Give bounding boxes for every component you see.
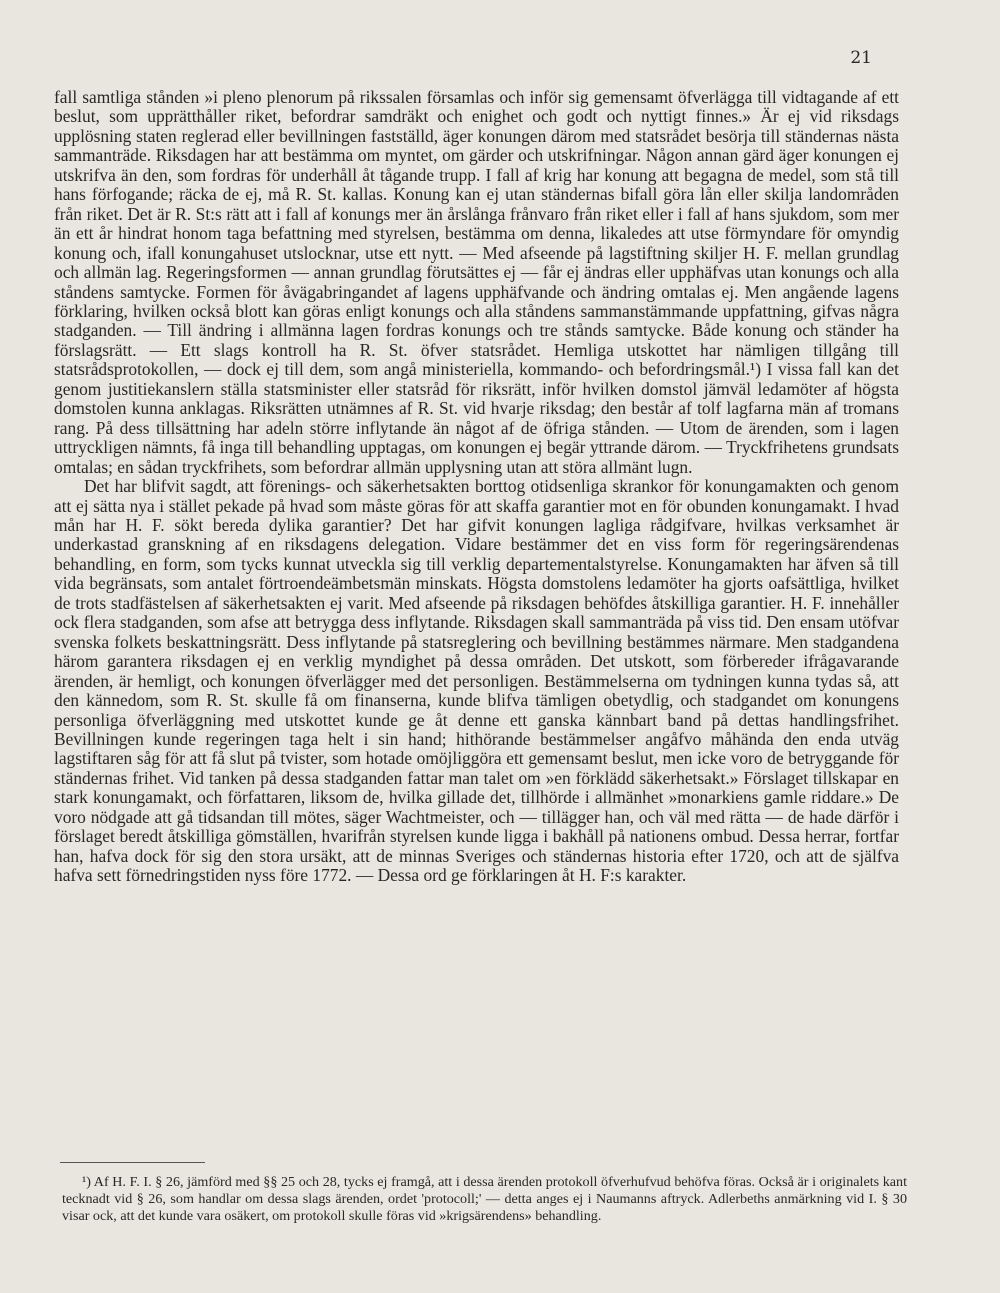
- page-number: 21: [850, 48, 872, 68]
- footnote: ¹) Af H. F. I. § 26, jämförd med §§ 25 och 28, tycks ej framgå, att i dessa ärenden protokoll öfverhufvud behöfva föras. Också är i originalets kant tecknadt vid § 26, som handlar om dessa slags ärenden, ordet 'protocoll;' — detta anges ej i Naumanns aftryck. Adlerbeths anmärkning vid I. § 30 visar ock, att det kunde vara osäkert, om protokoll skulle föras vid »krigsärendens» behandling.: [62, 1174, 907, 1224]
- body-text: [54, 88, 899, 886]
- footnote-divider: [60, 1162, 205, 1163]
- paragraph-1: fall samtliga stånden »i pleno plenorum på rikssalen församlas och inför sig gemensamt öfverlägga till vidtagande af ett beslut, som upprätthåller riket, befordrar samdräkt och enighet och godt och nyttigt finnes.» Är ej vid riksdags upplösning staten reglerad eller bevillningen fastställd, äger konungen därom med statsrådet besörja till ständernas nästa sammanträde. Riksdagen har att bestämma om myntet, om gärder och utskrifningar. Någon annan gärd äger konungen ej utskrifva än den, som fordras för underhåll åt tågande trupp. I fall af krig har konung att begagna de medel, som stå till hans förfogande; räcka de ej, må R. St. kallas. Konung kan ej utan ständernas bifall göra lån eller skilja landområden från riket. Det är R. St:s rätt att i fall af konungs mer än årslånga frånvaro från riket eller i fall af hans sjukdom, som mer än ett år hindrat honom taga befattning med styrelsen, bestämma om denna, likaledes att utse förmyndare för omyndig konung och, ifall konungahuset utslocknar, utse ett nytt. — Med afseende på lagstiftning skiljer H. F. mellan grundlag och allmän lag. Regeringsformen — annan grundlag förutsättes ej — får ej ändras eller upphäfvas utan konungs och alla ståndens samtycke. Formen för åvägabringandet af lagens upphäfvande och ändring omtalas ej. Men angående lagens förklaring, hvilken också blott kan göras enligt konungs och alla ståndens sammanstämmande uppfattning, gifvas några stadganden. — Till ändring i allmänna lagen fordras konungs och tre stånds samtycke. Både konung och ständer ha förslagsrätt. — Ett slags kontroll ha R. St. öfver statsrådet. Hemliga utskottet har nämligen tillgång till statsrådsprotokollen, — dock ej till dem, som angå ministeriella, kommando- och befordringsmål.¹) I vissa fall kan det genom justitiekanslern ställa statsminister eller statsråd för riksrätt, inför hvilken domstol jämväl ledamöter af högsta domstolen kunna anklagas. Riksrätten utnämnes af R. St. vid hvarje riksdag; den består af tolf lagfarna män af tromans rang. På dess tillsättning har adeln större inflytande än något af de öfriga stånden. — Utom de ärenden, som i lagen uttryckligen nämnts, få inga till behandling upptagas, om konungen ej begär yttrande därom. — Tryckfrihetens grundsats omtalas; en sådan tryckfrihets, som befordrar allmän upplysning utan att störa allmänt lugn.: [54, 87, 899, 477]
- paragraph-2: Det har blifvit sagdt, att förenings- och säkerhetsakten borttog otidsenliga skrankor för konungamakten och genom att ej sätta nya i stället pekade på hvad som måste göras för att skaffa garantier mot en för obunden konungamakt. I hvad mån har H. F. sökt bereda dylika garantier? Det har gifvit konungen lagliga rådgifvare, hvilkas verksamhet är underkastad granskning af en riksdagens delegation. Vidare bestämmer det en viss form för regeringsärendenas behandling, en form, som tycks kunnat utveckla sig till verklig departementalstyrelse. Konungamakten har äfven så till vida begränsats, som antalet förtroendeämbetsmän minskats. Högsta domstolens ledamöter ha gjorts oafsättliga, hvilket de trots stadfästelsen af säkerhetsakten ej varit. Med afseende på riksdagen behöfdes åtskilliga garantier. H. F. innehåller ock flera stadganden, som afse att betrygga dess inflytande. Riksdagen skall sammanträda på viss tid. Den ensam utöfvar svenska folkets beskattningsrätt. Dess inflytande på statsreglering och bevillning bestämmes närmare. Men stadgandena härom garantera riksdagen ej en verklig myndighet på dessa områden. Det utskott, som förbereder ifrågavarande ärenden, är hemligt, och konungen öfverlägger med det personligen. Bestämmelserna om tydningen kunna tydas så, att den kännedom, som R. St. skulle få om finanserna, kunde blifva tämligen obetydlig, och stadgandet om konungens personliga öfverläggning med utskottet kunde ge åt denne ett ganska kännbart band på dettas handlingsfrihet. Bevillningen kunde regeringen taga helt i sin hand; hithörande bestämmelser angåfvo måhända den enda utväg lagstiftaren såg för att få slut på tvister, som hotade omöjliggöra ett gemensamt beslut, men icke voro de betryggande för ständernas frihet. Vid tanken på dessa stadganden fattar man talet om »en förklädd säkerhetsakt.» Förslaget tillskapar en stark konungamakt, och författaren, liksom de, hvilka gillade det, tillhörde i allmänhet »monarkiens gamle riddare.» De voro nödgade att gå tidsandan till mötes, säger Wachtmeister, och — tillägger han, och väl med rätta — de hade därför i förslaget beredt åtskilliga gömställen, hvarifrån styrelsen kunde ligga i bakhåll på nationens ombud. Dessa herrar, fortfar han, hafva dock för sig den stora ursäkt, att de minnas Sveriges och ständernas historia efter 1720, och att de själfva hafva sett förnedringstiden nyss före 1772. — Dessa ord ge förklaringen åt H. F:s karakter.: [54, 476, 899, 886]
